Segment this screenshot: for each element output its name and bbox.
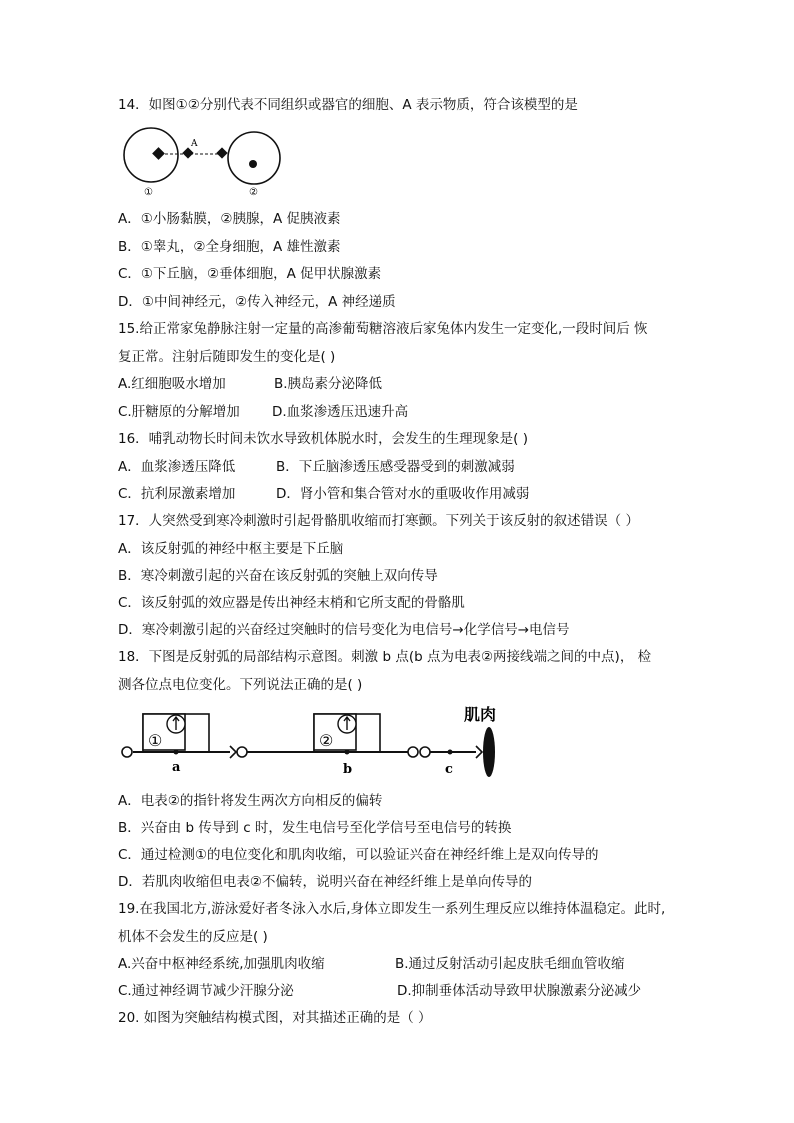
neuron-cell-body-2 [237, 747, 247, 757]
q20-stem: 20. 如图为突触结构模式图，对其描述正确的是（ ） [118, 1010, 432, 1026]
q15-option-b: B.胰岛素分泌降低 [274, 376, 383, 392]
q16-option-c: C．抗利尿激素增加 [118, 486, 236, 502]
q18-option-c: C．通过检测①的电位变化和肌肉收缩，可以验证兴奋在神经纤维上是双向传导的 [118, 847, 599, 863]
q19-option-b: B.通过反射活动引起皮肤毛细血管收缩 [395, 956, 625, 972]
q18-reflex-arc-diagram [118, 702, 518, 782]
q16-option-a: A．血浆渗透压降低 [118, 459, 236, 475]
substance-a-moving [182, 147, 193, 158]
label-a: A [191, 139, 198, 149]
q17-option-c: C．该反射弧的效应器是传出神经末梢和它所支配的骨骼肌 [118, 595, 465, 611]
q19-stem-line2: 机体不会发生的反应是( ) [118, 929, 268, 945]
meter-1-label: ① [148, 731, 163, 750]
q14-option-d: D．①中间神经元，②传入神经元，A 神经递质 [118, 294, 396, 310]
point-b-dot [345, 750, 350, 755]
q17-option-d: D．寒冷刺激引起的兴奋经过突触时的信号变化为电信号→化学信号→电信号 [118, 622, 570, 638]
q14-option-c: C．①下丘脑，②垂体细胞，A 促甲状腺激素 [118, 266, 382, 282]
q14-cell-diagram [118, 124, 288, 198]
q18-option-b: B．兴奋由 b 传导到 c 时，发生电信号至化学信号至电信号的转换 [118, 820, 512, 836]
q15-stem-line1: 15.给正常家兔静脉注射一定量的高渗葡萄糖溶液后家兔体内发生一定变化,一段时间后 恢 [118, 321, 648, 337]
q15-option-a: A.红细胞吸水增加 [118, 376, 226, 392]
label-cell-1: ① [144, 187, 153, 198]
q14-stem: 14．如图①②分别代表不同组织或器官的细胞、A 表示物质，符合该模型的是 [118, 97, 578, 113]
q17-stem: 17．人突然受到寒冷刺激时引起骨骼肌收缩而打寒颤。下列关于该反射的叙述错误（ ） [118, 513, 639, 529]
q15-option-c: C.肝糖原的分解增加 [118, 404, 240, 420]
neuron-cell-body-1 [122, 747, 132, 757]
label-cell-2: ② [249, 187, 258, 198]
muscle-shape [483, 727, 495, 777]
q18-stem-line2: 测各位点电位变化。下列说法正确的是( ) [118, 677, 363, 693]
synapse-1 [230, 746, 236, 758]
q15-option-d: D.血浆渗透压迅速升高 [272, 404, 409, 420]
q17-option-a: A．该反射弧的神经中枢主要是下丘脑 [118, 541, 344, 557]
q14-option-b: B．①睾丸，②全身细胞，A 雄性激素 [118, 239, 341, 255]
muscle-label: 肌肉 [464, 705, 497, 724]
cell-2 [228, 132, 280, 184]
nucleus-2 [249, 160, 257, 168]
point-a-label: a [172, 760, 181, 775]
q19-option-a: A.兴奋中枢神经系统,加强肌肉收缩 [118, 956, 325, 972]
q14-option-a: A．①小肠黏膜，②胰腺，A 促胰液素 [118, 211, 341, 227]
meter-2-label: ② [319, 731, 334, 750]
synapse-2-terminal [408, 747, 418, 757]
point-a-dot [174, 750, 179, 755]
q16-option-b: B．下丘脑渗透压感受器受到的刺激减弱 [276, 459, 515, 475]
q16-stem: 16．哺乳动物长时间未饮水导致机体脱水时，会发生的生理现象是( ) [118, 431, 529, 447]
neuromuscular-junction [476, 746, 482, 758]
q15-stem-line2: 复正常。注射后随即发生的变化是( ) [118, 349, 336, 365]
q19-stem-line1: 19.在我国北方,游泳爱好者冬泳入水后,身体立即发生一系列生理反应以维持体温稳定。此时, [118, 901, 666, 917]
q18-stem-line1: 18．下图是反射弧的局部结构示意图。刺激 b 点(b 点为电表②两接线端之间的中点)， 检 [118, 649, 652, 665]
point-b-label: b [343, 762, 353, 777]
substance-a-inside [152, 147, 165, 160]
q17-option-b: B．寒冷刺激引起的兴奋在该反射弧的突触上双向传导 [118, 568, 438, 584]
neuron-cell-body-3 [420, 747, 430, 757]
q16-option-d: D．肾小管和集合管对水的重吸收作用减弱 [276, 486, 530, 502]
cell-1 [124, 128, 178, 182]
substance-a-bound [216, 147, 227, 158]
q19-option-d: D.抑制垂体活动导致甲状腺激素分泌减少 [397, 983, 642, 999]
q18-option-a: A．电表②的指针将发生两次方向相反的偏转 [118, 793, 383, 809]
point-c-dot [448, 750, 453, 755]
q19-option-c: C.通过神经调节减少汗腺分泌 [118, 983, 294, 999]
q18-option-d: D．若肌肉收缩但电表②不偏转，说明兴奋在神经纤维上是单向传导的 [118, 874, 532, 890]
point-c-label: c [445, 762, 453, 777]
